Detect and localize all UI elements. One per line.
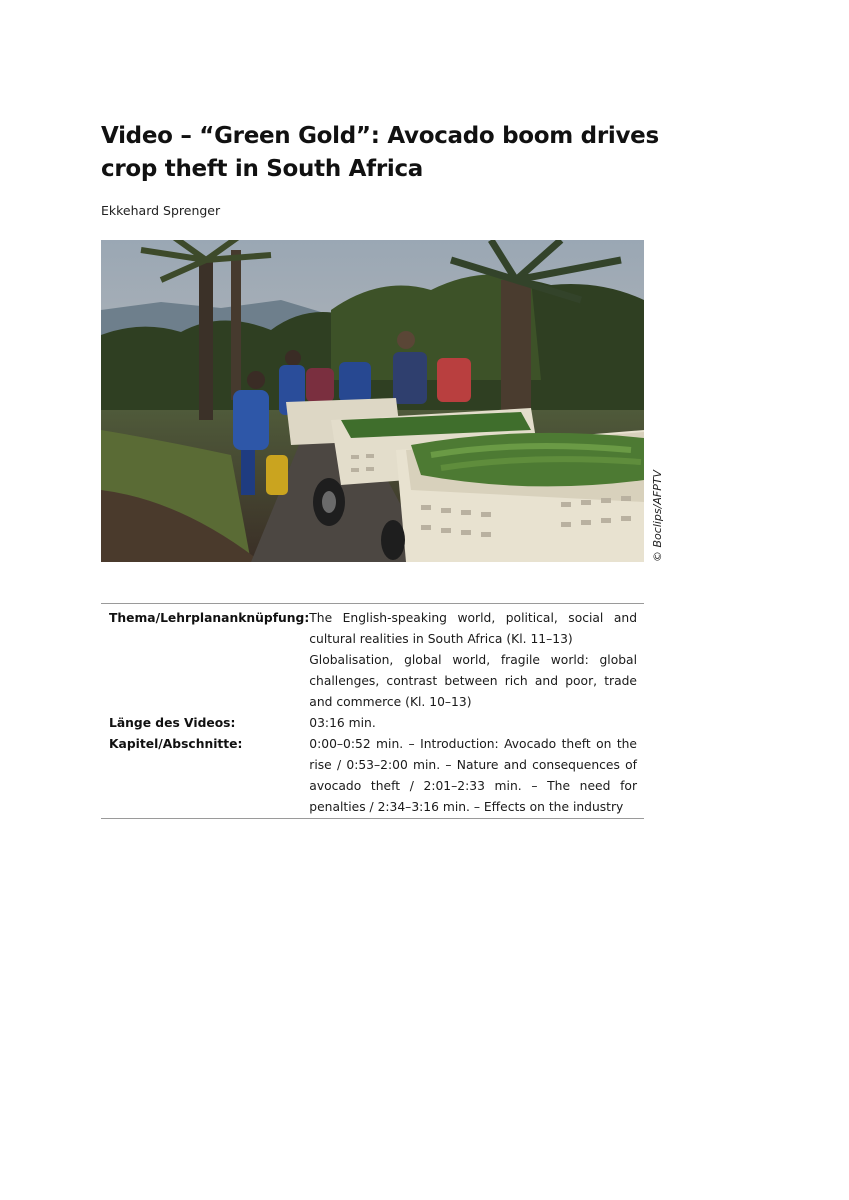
video-info-table [101,603,644,819]
topic-line-2: Globalisation, global world, fragile world: global challenges, contrast between rich and poor, trade and commerce (Kl. 10–13) [309,653,637,709]
video-length: 03:16 min. [309,716,376,730]
table-row-chapters [101,734,644,819]
topic-line-1: The English-speaking world, political, social and cultural realities in South Africa (Kl. 11–13) [309,611,637,646]
row-label: Kapitel/Abschnitte: [109,737,243,751]
row-label: Länge des Videos: [109,716,236,730]
avocado-harvest-illustration [101,240,644,562]
author-name: Ekkehard Sprenger [101,203,221,218]
row-label: Thema/Lehrplananknüpfung: [109,611,310,625]
chapter-list: 0:00–0:52 min. – Introduction: Avocado theft on the rise / 0:53–2:00 min. – Nature and consequences of avocado theft / 2:01–2:33 min. – The need for penalties / 2:34–3:16 min. – Effects on the industry [309,737,637,814]
photo-credit: © Boclips/AFPTV [651,469,664,562]
row-value [309,604,644,714]
page-title: Video – “Green Gold”: Avocado boom drives crop theft in South Africa [101,123,659,182]
table-row-length [101,713,644,734]
table-row-topic [101,604,644,714]
avocado-harvest-photo [101,240,644,562]
row-value [309,713,644,734]
row-value [309,734,644,819]
